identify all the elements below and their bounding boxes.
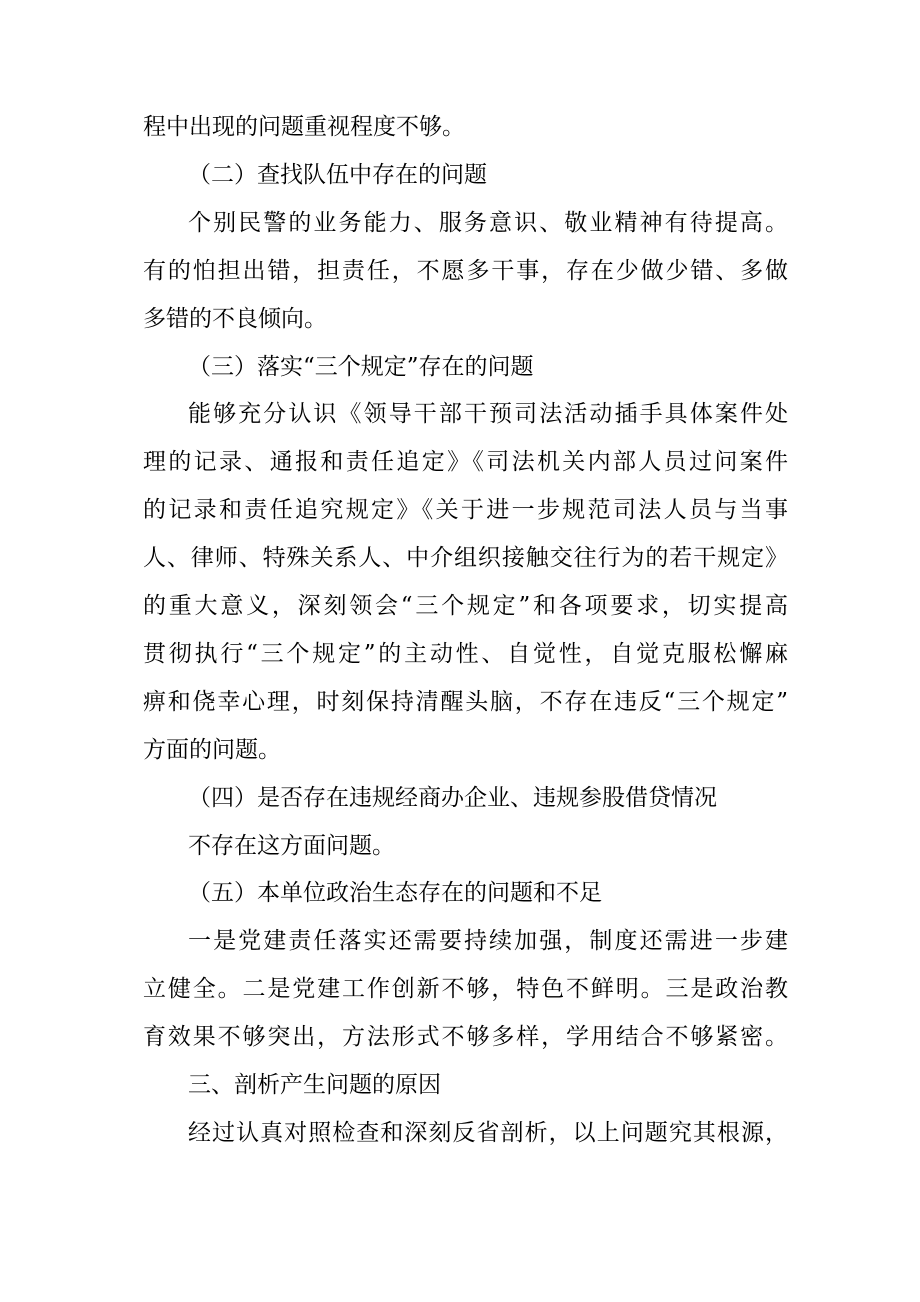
text-line-14: 方面的问题。 — [143, 736, 281, 763]
text-line-22: 经过认真对照检查和深刻反省剖析，以上问题究其根源， — [188, 1119, 788, 1146]
text-line-19: 立健全。二是党建工作创新不够，特色不鲜明。三是政治教 — [143, 976, 788, 1003]
text-line-20: 育效果不够突出，方法形式不够多样，学用结合不够紧密。 — [143, 1024, 788, 1051]
text-line-9: 的记录和责任追究规定》《关于进一步规范司法人员与当事 — [143, 497, 788, 524]
section-heading-5: （五）本单位政治生态存在的问题和不足 — [188, 880, 602, 907]
text-line-18: 一是党建责任落实还需要持续加强，制度还需进一步建 — [188, 928, 788, 955]
text-line-7: 能够充分认识《领导干部干预司法活动插手具体案件处 — [188, 401, 788, 428]
section-heading-3: （三）落实“三个规定”存在的问题 — [188, 353, 534, 380]
text-line-1: 程中出现的问题重视程度不够。 — [143, 114, 465, 140]
text-line-5: 多错的不良倾向。 — [143, 305, 327, 332]
text-line-10: 人、律师、特殊关系人、中介组织接触交往行为的若干规定》 — [143, 545, 788, 572]
text-line-11: 的重大意义，深刻领会“三个规定”和各项要求，切实提高 — [143, 593, 788, 619]
text-line-16: 不存在这方面问题。 — [188, 832, 395, 859]
text-line-4: 有的怕担出错，担责任，不愿多干事，存在少做少错、多做 — [143, 257, 788, 284]
section-heading-4: （四）是否存在违规经商办企业、违规参股借贷情况 — [188, 784, 717, 811]
chapter-heading-3: 三、剖析产生问题的原因 — [188, 1072, 441, 1098]
text-line-8: 理的记录、通报和责任追定》《司法机关内部人员过问案件 — [143, 449, 788, 476]
text-line-3: 个别民警的业务能力、服务意识、敬业精神有待提高。 — [188, 209, 788, 236]
text-line-12: 贯彻执行“三个规定”的主动性、自觉性，自觉克服松懈麻 — [143, 640, 788, 667]
section-heading-2: （二）查找队伍中存在的问题 — [188, 161, 487, 188]
text-line-13: 痹和侥幸心理，时刻保持清醒头脑，不存在违反“三个规定” — [143, 688, 788, 715]
